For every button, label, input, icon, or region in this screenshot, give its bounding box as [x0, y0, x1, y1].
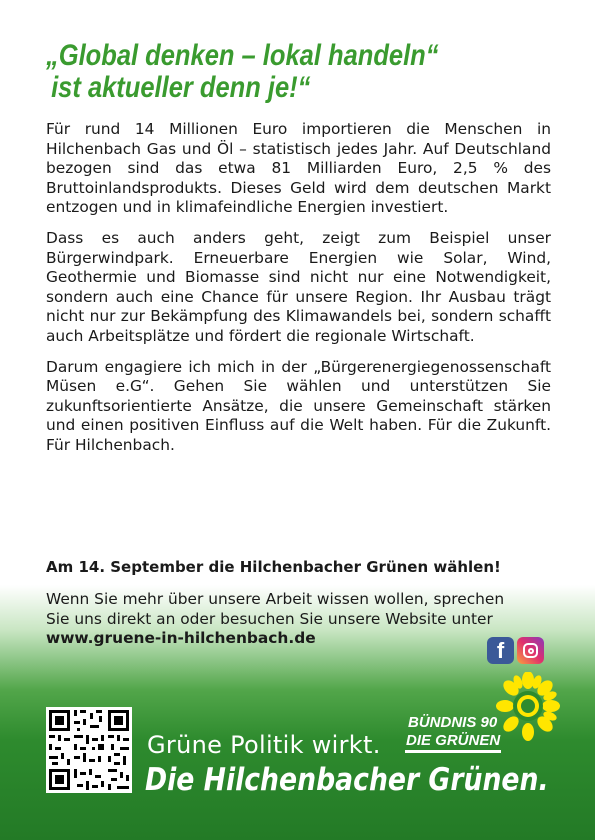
paragraph: Dass es auch anders geht, zeigt zum Beispiel unser Bürgerwindpark. Erneuerbare Energien wie Solar, Wind, Geothermie und Biomasse sind nicht nur eine Notwendigkeit, sondern auch eine Chance für unsere Region. Ihr Ausbau trägt nicht nur zur Bekämpfung des Klimawandels bei, sondern schafft auch Arbeitsplätze und fördert die regionale Wirtschaft.	[46, 228, 551, 345]
facebook-icon[interactable]	[487, 637, 514, 664]
paragraph: Darum engagiere ich mich in der „Bürgerenergiegenossenschaft Müsen e.G“. Gehen Sie wählen und unterstützen Sie zukunftsorientierte Ansätze, die unsere Gemeinschaft stärken und einen positiven Einfluss auf die Welt haben. Für die Zukunft. Für Hilchenbach.	[46, 357, 551, 454]
website-link[interactable]: www.gruene-in-hilchenbach.de	[46, 629, 316, 648]
headline-line-1: „Global denken – lokal handeln“	[46, 39, 439, 72]
qr-code[interactable]	[46, 707, 132, 793]
slogan: Grüne Politik wirkt.	[147, 731, 381, 759]
buendnis-90-logo	[400, 672, 560, 772]
qr-code-graphic	[46, 707, 132, 793]
logo-line-1: BÜNDNIS 90	[408, 714, 498, 731]
party-name: Die Hilchenbacher Grünen.	[145, 762, 549, 798]
more-info	[46, 590, 506, 649]
facebook-glyph: f	[496, 637, 505, 663]
more-info-text: Wenn Sie mehr über unsere Arbeit wissen wollen, sprechen Sie uns direkt an oder besuchen Sie unsere Website unter	[46, 590, 505, 628]
body-text	[46, 120, 551, 467]
social-links	[487, 637, 544, 664]
election-callout: Am 14. September die Hilchenbacher Grünen wählen!	[46, 558, 501, 576]
paragraph: Für rund 14 Millionen Euro importieren die Menschen in Hilchenbach Gas und Öl – statistisch jedes Jahr. Auf Deutschland bezogen sind das etwa 81 Milliarden Euro, 2,5 % des Bruttoinlandsprodukts. Dieses Geld wird dem deutschen Markt entzogen und in klimafeindliche Energien investiert.	[46, 120, 551, 217]
logo-line-2: DIE GRÜNEN	[406, 732, 501, 749]
camera-glyph	[523, 643, 538, 658]
logo-underline	[405, 750, 501, 753]
headline-line-2: ist aktueller denn je!“	[51, 71, 311, 104]
instagram-icon[interactable]	[517, 637, 544, 664]
headline	[46, 40, 488, 104]
